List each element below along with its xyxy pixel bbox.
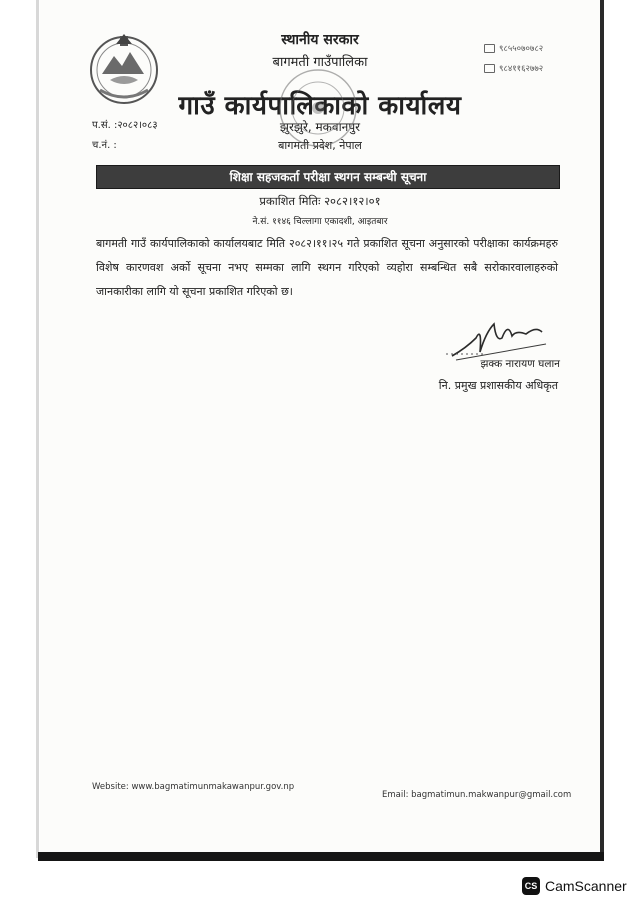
published-date: प्रकाशित मितिः २०८२।१२।०१ (259, 194, 381, 208)
phone-icon (484, 44, 495, 53)
signatory-title: नि. प्रमुख प्रशासकीय अधिकृत (438, 379, 558, 392)
phone-number-2: ९८४११६२७७२ (484, 63, 543, 74)
page-right-edge (600, 0, 604, 858)
notice-body: बागमती गाउँ कार्यपालिकाको कार्यालयबाट मिति २०८२।११।२५ गते प्रकाशित सूचना अनुसारको परीक्षाका कार्यक्रमहरु विशेष कारणवश अर्को सूचना नभए सम्मका लागि स्थगन गरिएको व्यहोरा सम्बन्धित सबै सरोकारवालाहरुको जानकारीका लागि यो सूचना प्रकाशित गरिएको छ। (96, 237, 558, 298)
office-province: बागमती प्रदेश, नेपाल (278, 139, 362, 152)
footer-email: Email: bagmatimun.makwanpur@gmail.com (382, 790, 572, 800)
phone-icon (484, 64, 495, 73)
signatory-name: झक्क नारायण घलान (480, 358, 560, 370)
header-municipality: बागमती गाउँपालिका (272, 55, 368, 70)
dispatch-number: च.नं. : (92, 140, 117, 151)
notice-title-banner (96, 165, 560, 189)
camscanner-logo-icon: CS (522, 877, 540, 895)
reference-number: प.सं. :२०८२।०८३ (92, 120, 158, 131)
nepal-emblem-icon (86, 30, 162, 106)
header-local-government: स्थानीय सरकार (281, 32, 359, 48)
notice-title: शिक्षा सहजकर्ता परीक्षा स्थगन सम्बन्धी सूचना (229, 170, 427, 184)
footer-website: Website: www.bagmatimunmakawanpur.gov.np (92, 782, 295, 792)
nepal-sambat-date: ने.सं. ११४६ चिल्लागा एकादशी, आइतबार (252, 217, 388, 227)
phone-number-1: ९८५५०७०७८२ (484, 43, 543, 54)
page-bottom-border (38, 852, 604, 861)
page-left-edge (36, 0, 39, 858)
office-title: गाउँ कार्यपालिकाको कार्यालय (178, 91, 462, 121)
office-seal-stamp (276, 66, 360, 150)
camscanner-watermark: CamScanner (545, 878, 627, 894)
office-address: झुरझुरे, मकवानपुर (279, 120, 361, 134)
